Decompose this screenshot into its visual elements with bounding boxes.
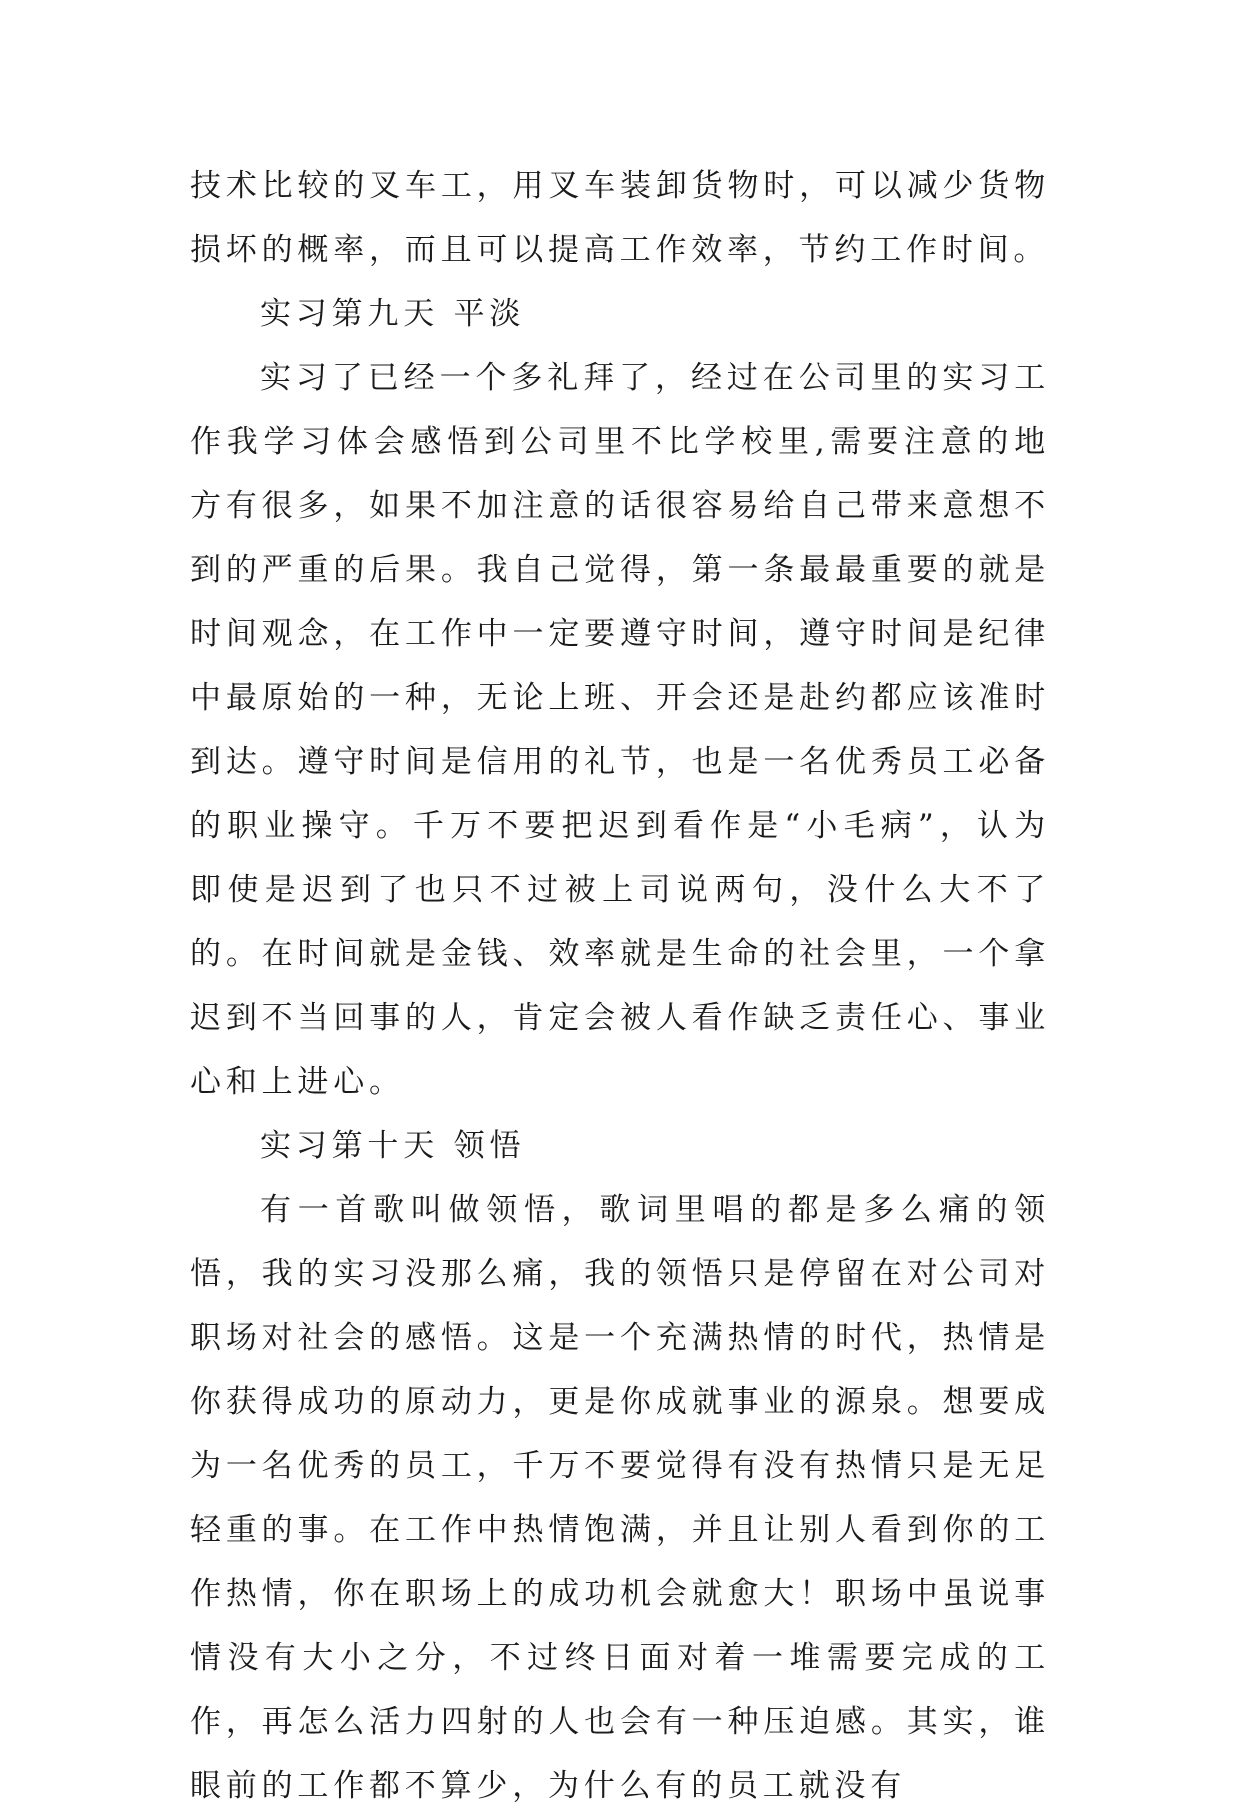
section-heading-day10: 实习第十天 领悟 [260, 1128, 526, 1164]
paragraph-continuation: 技术比较的叉车工，用叉车装卸货物时，可以减少货物损坏的概率，而且可以提高工作效率，节约工作时间。 [190, 168, 1050, 268]
section-body-day10: 有一首歌叫做领悟，歌词里唱的都是多么痛的领悟，我的实习没那么痛，我的领悟只是停留在对公司对职场对社会的感悟。这是一个充满热情的时代，热情是你获得成功的原动力，更是你成就事业的源泉。想要成为一名优秀的员工，千万不要觉得有没有热情只是无足轻重的事。在工作中热情饱满，并且让别人看到你的工作热情，你在职场上的成功机会就愈大！职场中虽说事情没有大小之分，不过终日面对着一堆需要完成的工作，再怎么活力四射的人也会有一种压迫感。其实，谁眼前的工作都不算少，为什么有的员工就没有 [190, 1192, 1050, 1804]
section-heading-day9: 实习第九天 平淡 [260, 296, 526, 332]
document-body [190, 154, 1050, 1818]
section-body-day9: 实习了已经一个多礼拜了，经过在公司里的实习工作我学习体会感悟到公司里不比学校里,需要注意的地方有很多，如果不加注意的话很容易给自己带来意想不到的严重的后果。我自己觉得，第一条最最重要的就是时间观念，在工作中一定要遵守时间，遵守时间是纪律中最原始的一种，无论上班、开会还是赴约都应该准时到达。遵守时间是信用的礼节，也是一名优秀员工必备的职业操守。千万不要把迟到看作是“小毛病”，认为即使是迟到了也只不过被上司说两句，没什么大不了的。在时间就是金钱、效率就是生命的社会里，一个拿迟到不当回事的人，肯定会被人看作缺乏责任心、事业心和上进心。 [190, 360, 1050, 1100]
